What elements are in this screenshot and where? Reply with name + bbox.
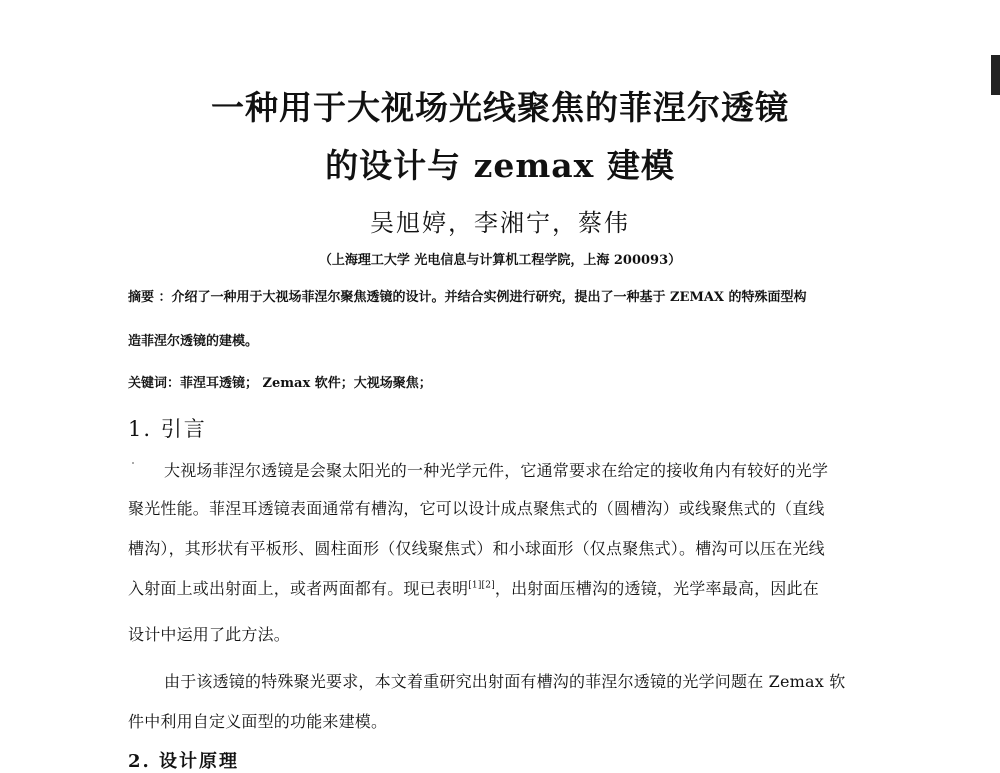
authors: 吴旭婷，李湘宁，蔡伟: [370, 209, 630, 237]
scan-speck: [132, 462, 134, 464]
affiliation: （上海理工大学 光电信息与计算机工程学院，上海 200093）: [318, 253, 682, 268]
line-4-text-a: 入射面上或出射面上，或者两面都有。现已表明: [128, 579, 469, 598]
section-2-heading: 2. 设计原理: [128, 751, 240, 772]
abstract-line-2: 造菲涅尔透镜的建模。: [128, 334, 259, 349]
paper-title-line-1: 一种用于大视场光线聚焦的菲涅尔透镜: [211, 88, 789, 127]
intro-paragraph-1-line-3: 槽沟），其形状有平板形、圆柱面形（仅线聚焦式）和小球面形（仅点聚焦式）。槽沟可以压在光线: [128, 539, 825, 558]
intro-paragraph-1-line-2: 聚光性能。菲涅耳透镜表面通常有槽沟，它可以设计成点聚焦式的（圆槽沟）或线聚焦式的（直线: [128, 499, 825, 518]
intro-paragraph-1-line-5: 设计中运用了此方法。: [128, 625, 291, 644]
paper-title-line-2: 的设计与 zemax 建模: [325, 146, 675, 185]
citation-reference: [1][2]: [468, 580, 495, 591]
intro-paragraph-2-line-1: 由于该透镜的特殊聚光要求，本文着重研究出射面有槽沟的菲涅尔透镜的光学问题在 Zemax 软: [164, 672, 846, 691]
line-4-text-b: ，出射面压槽沟的透镜，光学率最高，因此在: [494, 579, 819, 598]
intro-paragraph-1-line-4: [128, 576, 888, 599]
keywords: 关键词：菲涅耳透镜； Zemax 软件；大视场聚焦；: [128, 376, 432, 391]
intro-paragraph-2-line-2: 件中利用自定义面型的功能来建模。: [128, 712, 388, 731]
section-1-heading: 1. 引言: [128, 417, 207, 441]
intro-paragraph-1-line-1: 大视场菲涅尔透镜是会聚太阳光的一种光学元件，它通常要求在给定的接收角内有较好的光学: [164, 461, 829, 480]
abstract-line-1: 摘要 ：介绍了一种用于大视场菲涅尔聚焦透镜的设计。并结合实例进行研究，提出了一种基于 ZEMAX 的特殊面型构: [128, 290, 807, 305]
